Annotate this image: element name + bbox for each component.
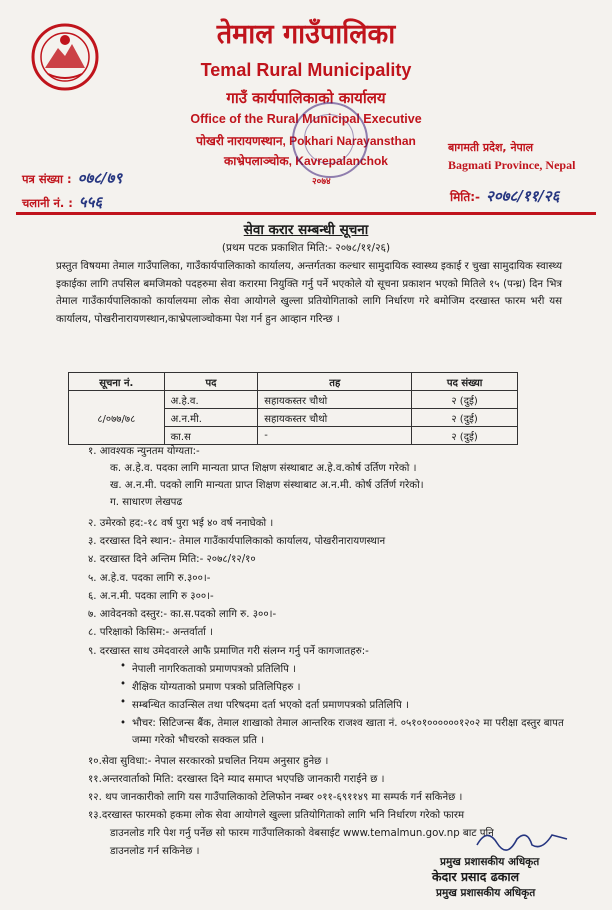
post-cell: अ.न.मी. [164,409,258,427]
signatory-title-top: प्रमुख प्रशासकीय अधिकृत [440,856,540,868]
signatory-name: केदार प्रसाद ढकाल [432,869,520,884]
document-bullet: • भौचर: सिटिजन्स बैंक, तेमाल शाखाको तेमाल आन्तरिक राजश्व खाता नं. ०५१०१००००००१२०२ मा परीक्षा दस्तुर बापत जम्मा गरेको भौचरको सक्कल प्रति । [132,715,568,749]
table-row [69,391,518,409]
notice-intro: प्रस्तुत विषयमा तेमाल गाउँपालिका, गाउँकार्यपालिकाको कार्यालय, अन्तर्गतका कल्धार सामुदायिक स्वास्थ्य इकाई र चुखा सामुदायिक स्वास्थ्य इकाईका लागि तपसिल बमजिमको पदहरुमा सेवा करारमा नियुक्ति गर्नु पर्ने भएकोले यो सूचना प्रकाशन भएको मितिले १५ (पन्ध्र) दिन भित्र तेमाल गाउँकार्यपालिकाको कार्यालयमा लोक सेवा आयोगले खुल्ला प्रतियोगिताको लागि निर्धारण गरे बमोजिम दरखास्त फारम भरी यस कार्यालय, पोखरीनारायणस्थान,काभ्रेपलाञ्चोकमा पेश गर्न हुन आव्हान गरिन्छ । [56,261,562,325]
level-cell: सहायकस्तर चौथो [258,391,412,409]
col-level: तह [258,373,412,391]
list-item: २. उमेरको हद:-१८ वर्ष पुरा भई ४० वर्ष ननाघेको । [88,518,274,529]
established-year: २०७४ [312,177,331,187]
post-cell: का.स [164,427,258,445]
list-item: १३.दरखास्त फारमको हकमा लोक सेवा आयोगले खुल्ला प्रतियोगिताको लागि भनि निर्धारण गरेको फारम [88,810,465,821]
document-bullet: • सम्बन्धित काउन्सिल तथा परिषदमा दर्ता भएको दर्ता प्रमाणपत्रको प्रतिलिपि । [132,697,409,711]
list-item: ५. अ.हे.व. पदका लागि रु.३००।- [88,573,211,584]
document-bullet: • नेपाली नागरिकताको प्रमाणपत्रको प्रतिलिपि । [132,661,296,675]
table-header-row [69,373,518,391]
letter-number [22,168,122,188]
office-stamp [292,102,368,178]
list-item: १०.सेवा सुविधा:- नेपाल सरकारको प्रचलित नियम अनुसार हुनेछ । [88,756,329,767]
letter-date [450,186,559,206]
notice-title: सेवा करार सम्बन्धी सूचना [243,222,369,238]
office-title-en: Office of the Rural Municipal Executive [190,112,422,126]
date-label: मिति:- [450,190,481,204]
dispatch-number-value: ५५६ [78,193,103,211]
count-cell: २ (दुई) [412,427,518,445]
col-post: पद [164,373,258,391]
notice-subtitle: (प्रथम पटक प्रकाशित मिति:- २०७८/११/२६) [221,242,391,254]
document-bullet: • शैक्षिक योग्यताको प्रमाण पत्रको प्रतिलिपिहरु । [132,679,300,693]
province-np: बागमती प्रदेश, नेपाल [448,141,534,154]
list-item: डाउनलोड गरि पेश गर्नु पर्नेछ सो फारम गाउँपालिकाको वेबसाईट www.temalmun.gov.np बाट पनि [110,828,494,839]
dispatch-number [22,192,102,212]
office-title-np: गाउँ कार्यपालिकाको कार्यालय [226,89,386,107]
signature-mark [472,825,572,853]
list-item: डाउनलोड गर्न सकिनेछ । [110,846,200,857]
list-item: ४. दरखास्त दिने अन्तिम मिति:- २०७८/१२/१० [88,554,256,565]
province-en: Bagmati Province, Nepal [448,158,576,172]
list-item: क. अ.हे.व. पदका लागि मान्यता प्राप्त शिक्षण संस्थाबाट अ.हे.व.कोर्ष उर्तिण गरेको । [110,463,417,474]
list-item: ग. साधारण लेखपढ [110,497,183,508]
list-item: १२. थप जानकारीको लागि यस गाउँपालिकाको टेलिफोन नम्बर ०११-६९११४९ मा सम्पर्क गर्न सकिनेछ । [88,792,463,803]
address-line: पोखरी नारायणस्थान, Pokhari Narayansthan [196,134,416,148]
list-item: ३. दरखास्त दिने स्थान:- तेमाल गाउँकार्यपालिकाको कार्यालय, पोखरीनारायणस्थान [88,536,386,547]
signatory-title-bottom: प्रमुख प्रशासकीय अधिकृत [436,887,536,899]
col-count: पद संख्या [412,373,518,391]
municipality-title-en: Temal Rural Municipality [200,60,412,80]
col-notice-no: सूचना नं. [69,373,165,391]
list-item: १. आवश्यक न्युनतम योग्यता:- [88,446,200,457]
district-line: काभ्रेपलाञ्चोक, Kavrepalanchok [224,154,388,168]
list-item: ख. अ.न.मी. पदको लागि मान्यता प्राप्त शिक्षण संस्थाबाट अ.न.मी. कोर्ष उर्तिर्ण गरेको। [110,480,424,491]
post-cell: अ.हे.व. [164,391,258,409]
list-item: ६. अ.न.मी. पदका लागि रु ३००।- [88,591,214,602]
level-cell: - [258,427,412,445]
letter-number-value: ०७८/७९ [77,169,123,187]
date-value: २०७८/११/२६ [486,187,560,205]
letter-number-label: पत्र संख्या : [22,172,72,186]
municipality-title-np: तेमाल गाउँपालिका [216,19,396,50]
posts-table [68,372,518,445]
list-item: ९. दरखास्त साथ उमेदवारले आफै प्रमाणित गरी संलग्न गर्नु पर्ने कागजातहरु:- [88,646,369,657]
header-divider [16,212,596,215]
count-cell: २ (दुई) [412,391,518,409]
list-item: ७. आवेदनको दस्तुर:- का.स.पदको लागि रु. ३००।- [88,609,277,620]
list-item: ११.अन्तरवार्ताको मिति: दरखास्त दिने म्याद समाप्त भएपछि जानकारी गराईने छ । [88,774,385,785]
notice-number-cell: ८/०७७/७८ [69,391,165,445]
list-item: ८. परिक्षाको किसिम:- अन्तर्वार्ता । [88,627,214,638]
count-cell: २ (दुई) [412,409,518,427]
dispatch-number-label: चलानी नं. : [22,196,73,210]
level-cell: सहायकस्तर चौथो [258,409,412,427]
